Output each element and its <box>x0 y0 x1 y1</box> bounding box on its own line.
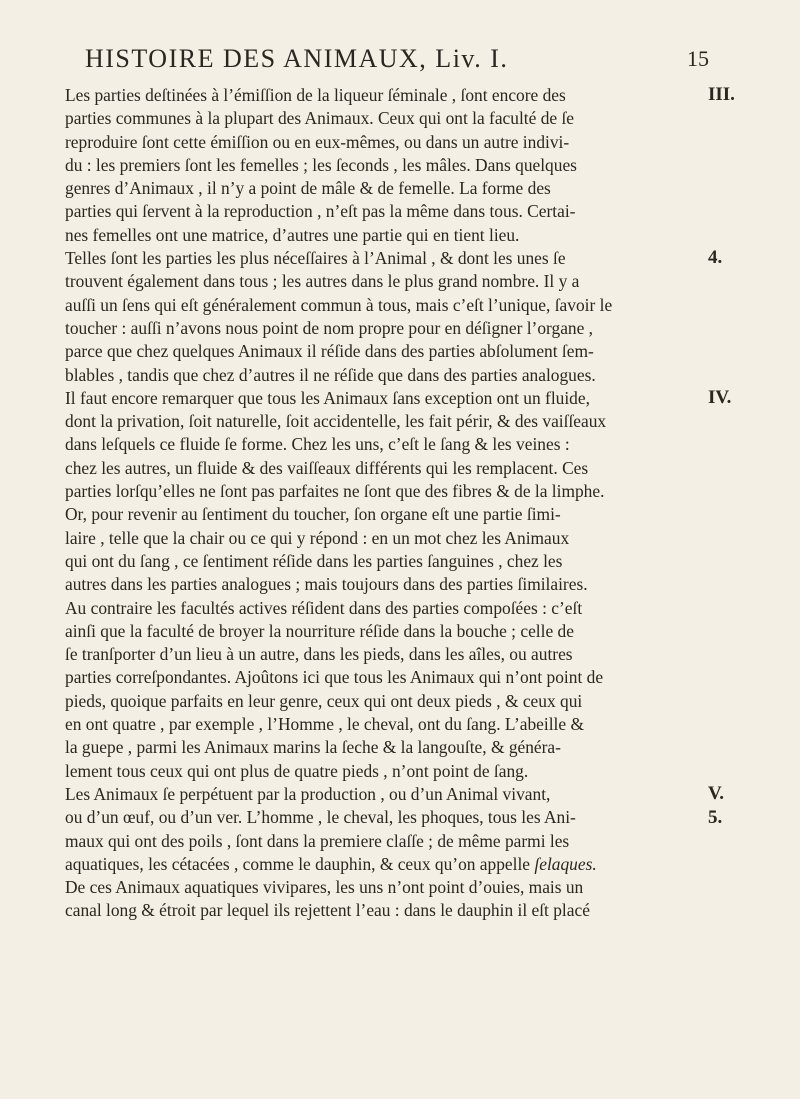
margin-section-number: V. <box>708 783 725 804</box>
text-line: Les parties deſtinées à l’émiſſion de la liqueur ſéminale , ſont encore des <box>65 85 566 105</box>
text-line: laire , telle que la chair ou ce qui y répond : en un mot chez les Animaux <box>65 527 570 548</box>
text-line: ou d’un œuf, ou d’un ver. L’homme , le cheval, les phoques, tous les Ani- <box>65 807 576 828</box>
margin-section-number: 4. <box>708 247 723 268</box>
text-line: Les Animaux ſe perpétuent par la production , ou d’un Animal vivant, <box>65 783 551 804</box>
text-line: Telles ſont les parties les plus néceſſaires à l’Animal , & dont les unes ſe <box>65 248 566 269</box>
text-line: qui ont du ſang , ce ſentiment réſide dans les parties ſanguines , chez les <box>65 550 563 571</box>
text-line: parties correſpondantes. Ajoûtons ici que tous les Animaux qui n’ont point de <box>65 667 604 688</box>
text-line: trouvent également dans tous ; les autres dans le plus grand nombre. Il y a <box>65 271 580 292</box>
italic-term: ſelaques. <box>534 853 597 874</box>
text-line: Au contraire les facultés actives réſident dans des parties compoſées : c’eſt <box>65 597 583 618</box>
margin-section-number: 5. <box>708 807 723 828</box>
text-line: Il faut encore remarquer que tous les Animaux ſans exception ont un fluide, <box>65 387 590 408</box>
text-line: toucher : auſſi n’avons nous point de nom propre pour en déſigner l’organe , <box>65 317 594 338</box>
text-line: du : les premiers ſont les femelles ; les ſeconds , les mâles. Dans quelques <box>65 154 577 175</box>
text-line: chez les autres, un fluide & des vaiſſeaux différents qui les remplacent. Ces <box>65 457 589 478</box>
text-line: pieds, quoique parfaits en leur genre, ceux qui ont deux pieds , & ceux qui <box>65 690 583 711</box>
text-line-lead: aquatiques, les cétacées , comme le dauphin, & ceux qu’on appelle <box>65 853 531 874</box>
text-line: parties qui ſervent à la reproduction , n’eſt pas la même dans tous. Certai- <box>65 201 576 222</box>
text-line: dans leſquels ce fluide ſe forme. Chez les uns, c’eſt le ſang & les veines : <box>65 434 570 455</box>
text-line: parce que chez quelques Animaux il réſide dans des parties abſolument ſem- <box>65 341 594 362</box>
text-line: ainſi que la faculté de broyer la nourriture réſide dans la bouche ; celle de <box>65 620 574 641</box>
text-line: canal long & étroit par lequel ils rejettent l’eau : dans le dauphin il eſt placé <box>65 900 590 921</box>
text-line: De ces Animaux aquatiques vivipares, les uns n’ont point d’ouies, mais un <box>65 877 584 898</box>
text-line: la guepe , parmi les Animaux marins la ſeche & la langouſte, & généra- <box>65 737 561 758</box>
text-line: genres d’Animaux , il n’y a point de mâle & de femelle. La forme des <box>65 178 551 199</box>
text-line: dont la privation, ſoit naturelle, ſoit accidentelle, les fait périr, & des vaiſſeaux <box>65 411 607 432</box>
text-line <box>65 853 695 876</box>
text-line: parties communes à la plupart des Animaux. Ceux qui ont la faculté de ſe <box>65 108 575 129</box>
text-line: en ont quatre , par exemple , l’Homme , le cheval, ont du ſang. L’abeille & <box>65 714 584 735</box>
text-line: lement tous ceux qui ont plus de quatre pieds , n’ont point de ſang. <box>65 760 529 781</box>
text-line: auſſi un ſens qui eſt généralement commun à tous, mais c’eſt l’unique, ſavoir le <box>65 294 613 315</box>
body-text <box>65 84 695 923</box>
text-line: Or, pour revenir au ſentiment du toucher, ſon organe eſt une partie ſimi- <box>65 504 561 525</box>
text-line: maux qui ont des poils , ſont dans la premiere claſſe ; de même parmi les <box>65 830 570 851</box>
running-title: HISTOIRE DES ANIMAUX, Liv. I. <box>85 44 509 73</box>
text-line: autres dans les parties analogues ; mais toujours dans des parties ſimilaires. <box>65 574 588 595</box>
page-header <box>0 44 800 84</box>
margin-section-number: III. <box>708 84 735 105</box>
text-line: parties lorſqu’elles ne ſont pas parfaites ne ſont que des fibres & de la limphe. <box>65 481 605 502</box>
margin-section-number: IV. <box>708 387 732 408</box>
text-line: blables , tandis que chez d’autres il ne réſide que dans des parties analogues. <box>65 364 596 385</box>
text-line: reproduire ſont cette émiſſion ou en eux-mêmes, ou dans un autre indivi- <box>65 131 570 152</box>
page-number: 15 <box>687 46 709 71</box>
text-line: ſe tranſporter d’un lieu à un autre, dans les pieds, dans les aîles, ou autres <box>65 644 573 665</box>
text-line: nes femelles ont une matrice, d’autres une partie qui en tient lieu. <box>65 224 520 245</box>
